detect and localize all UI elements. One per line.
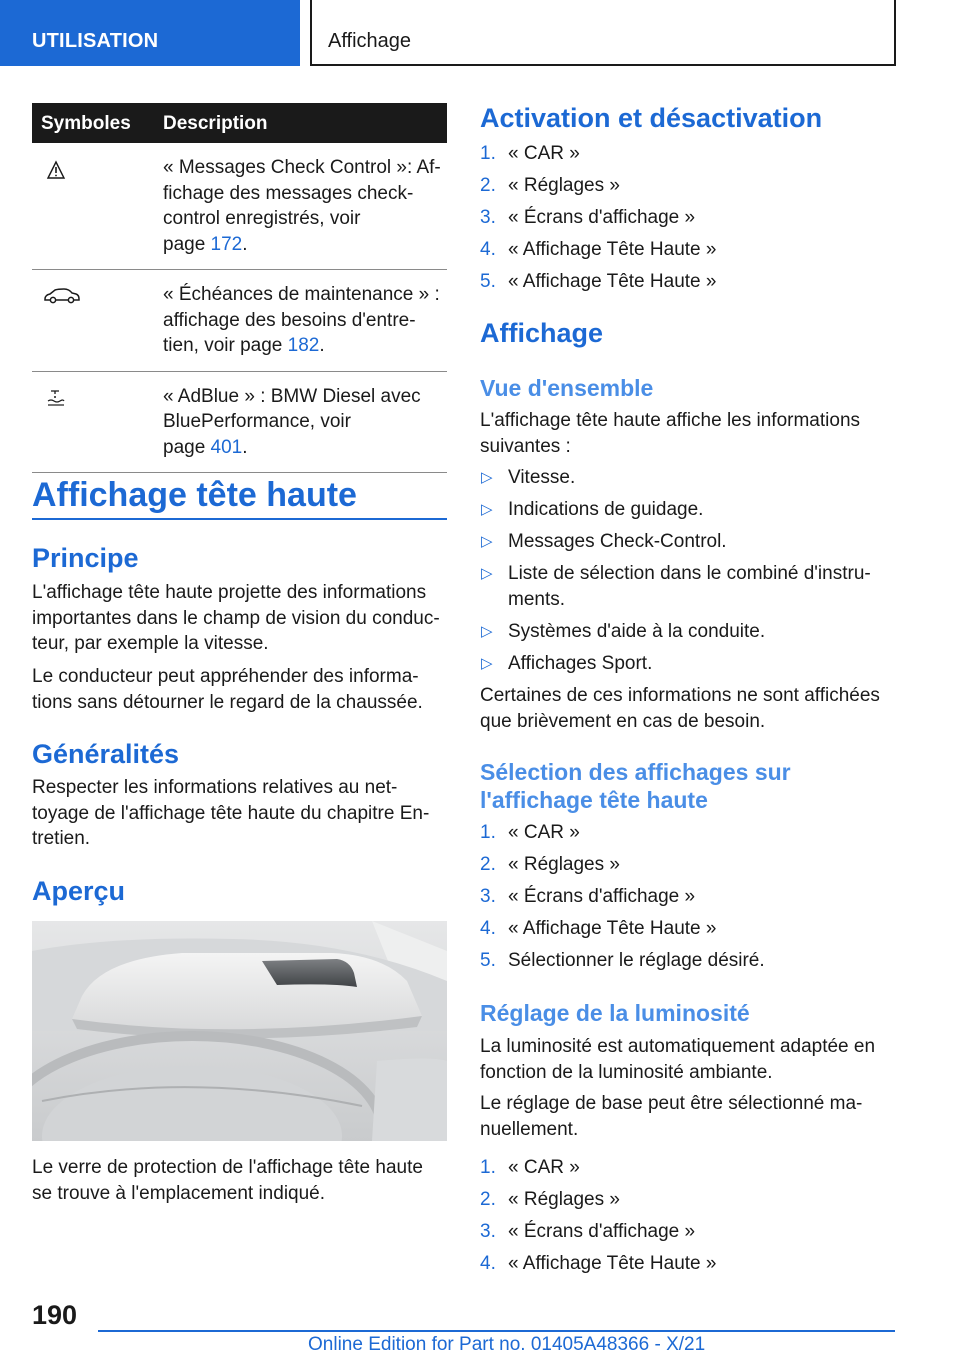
heading-affichage: Affichage — [480, 318, 604, 348]
header-chapter-label: Affichage — [328, 30, 412, 52]
list-item: 4. « Affichage Tête Haute » — [480, 1253, 717, 1274]
selection-steps — [480, 820, 765, 980]
table-row — [32, 143, 447, 270]
list-item: 1. « CAR » — [480, 1157, 580, 1178]
list-item: ▷ Affichages Sport. — [480, 651, 900, 677]
triangle-bullet-icon: ▷ — [481, 469, 493, 486]
table-row-description: « Échéances de maintenance » : affichage des besoins d'entre- tien, voir page 182. — [163, 284, 440, 356]
table-header-symbols: Symboles — [41, 113, 131, 134]
list-item: ▷ Messages Check-Control. — [480, 529, 900, 555]
table-header-description: Description — [163, 113, 268, 134]
footer-rule — [98, 1330, 895, 1332]
symbols-table — [32, 103, 447, 473]
principe-paragraph-2: Le conducteur peut appréhender des informa- tions sans détourner le regard de la chaussée. — [32, 666, 423, 713]
table-row — [32, 270, 447, 372]
triangle-bullet-icon: ▷ — [481, 654, 493, 672]
list-item: 3. « Écrans d'affichage » — [480, 207, 696, 228]
table-row — [32, 372, 447, 474]
vue-intro: L'affichage tête haute affiche les informations suivantes : — [480, 410, 861, 457]
list-item: 1. « CAR » — [480, 822, 580, 843]
list-item: 4. « Affichage Tête Haute » — [480, 239, 717, 260]
triangle-bullet-icon: ▷ — [481, 501, 493, 518]
footer-edition: Online Edition for Part no. 01405A48366 - X/21 — [308, 1334, 706, 1355]
vue-bullet-list — [480, 465, 900, 683]
list-item: ▷ Liste de sélection dans le combiné d'instru- ments. — [481, 563, 871, 610]
list-item: ▷ Vitesse. — [480, 465, 900, 491]
header-section-tab — [0, 0, 300, 66]
list-item: 2. « Réglages » — [480, 1189, 620, 1210]
warning-triangle-icon — [42, 157, 82, 181]
page-number: 190 — [32, 1300, 78, 1330]
title-underline — [32, 518, 447, 520]
triangle-bullet-icon: ▷ — [481, 622, 493, 640]
table-row-description: « Messages Check Control »: Af- fichage des messages check- control enregistrés, voir page 172. — [163, 157, 441, 255]
list-item: 5. Sélectionner le réglage désiré. — [480, 950, 765, 971]
table-row-description: « AdBlue » : BMW Diesel avec BluePerformance, voir page 401. — [163, 385, 421, 458]
heading-activation: Activation et désactivation — [480, 103, 823, 133]
principe-paragraph-1: L'affichage tête haute projette des informations importantes dans le champ de vision du conduc- teur, par exemple la vitesse. — [32, 582, 440, 654]
apercu-caption: Le verre de protection de l'affichage tête haute se trouve à l'emplacement indiqué. — [32, 1157, 423, 1204]
section-title: Affichage tête haute — [32, 476, 357, 514]
list-item: 5. « Affichage Tête Haute » — [480, 271, 717, 292]
list-item: 3. « Écrans d'affichage » — [480, 886, 696, 907]
list-item: ▷ Indications de guidage. — [480, 497, 900, 523]
heading-generalites: Généralités — [32, 739, 180, 769]
page-link[interactable]: 182 — [287, 335, 320, 356]
header-chapter-box — [310, 0, 896, 66]
activation-steps — [480, 141, 716, 301]
header-section-label: UTILISATION — [32, 30, 159, 52]
list-item: 4. « Affichage Tête Haute » — [480, 918, 717, 939]
vue-outro: Certaines de ces informations ne sont affichées que brièvement en cas de besoin. — [480, 685, 880, 732]
heading-principe: Principe — [32, 543, 139, 573]
luminosite-paragraph-2: Le réglage de base peut être sélectionné ma- nuellement. — [480, 1093, 863, 1140]
car-service-icon — [42, 284, 82, 308]
luminosite-steps — [480, 1155, 716, 1283]
head-up-display-photo — [32, 921, 447, 1141]
list-item: 2. « Réglages » — [480, 854, 620, 875]
heading-vue-ensemble: Vue d'ensemble — [480, 375, 654, 401]
triangle-bullet-icon: ▷ — [481, 533, 493, 550]
heading-luminosite: Réglage de la luminosité — [480, 1000, 750, 1026]
list-item: 2. « Réglages » — [480, 175, 620, 196]
adblue-icon — [42, 386, 82, 410]
list-item: 1. « CAR » — [480, 143, 580, 164]
generalites-paragraph: Respecter les informations relatives au net- toyage de l'affichage tête haute du chapitre En- tretien. — [32, 777, 430, 849]
heading-apercu: Aperçu — [32, 876, 126, 906]
page-link[interactable]: 172 — [210, 233, 243, 255]
list-item: ▷ Systèmes d'aide à la conduite. — [480, 619, 900, 645]
heading-selection: Sélection des affichages sur l'affichage tête haute — [480, 759, 791, 813]
list-item: 3. « Écrans d'affichage » — [480, 1221, 696, 1242]
page-link[interactable]: 401 — [210, 436, 243, 458]
table-header — [32, 103, 447, 143]
luminosite-paragraph-1: La luminosité est automatiquement adaptée en fonction de la luminosité ambiante. — [480, 1036, 876, 1083]
triangle-bullet-icon: ▷ — [481, 565, 493, 582]
